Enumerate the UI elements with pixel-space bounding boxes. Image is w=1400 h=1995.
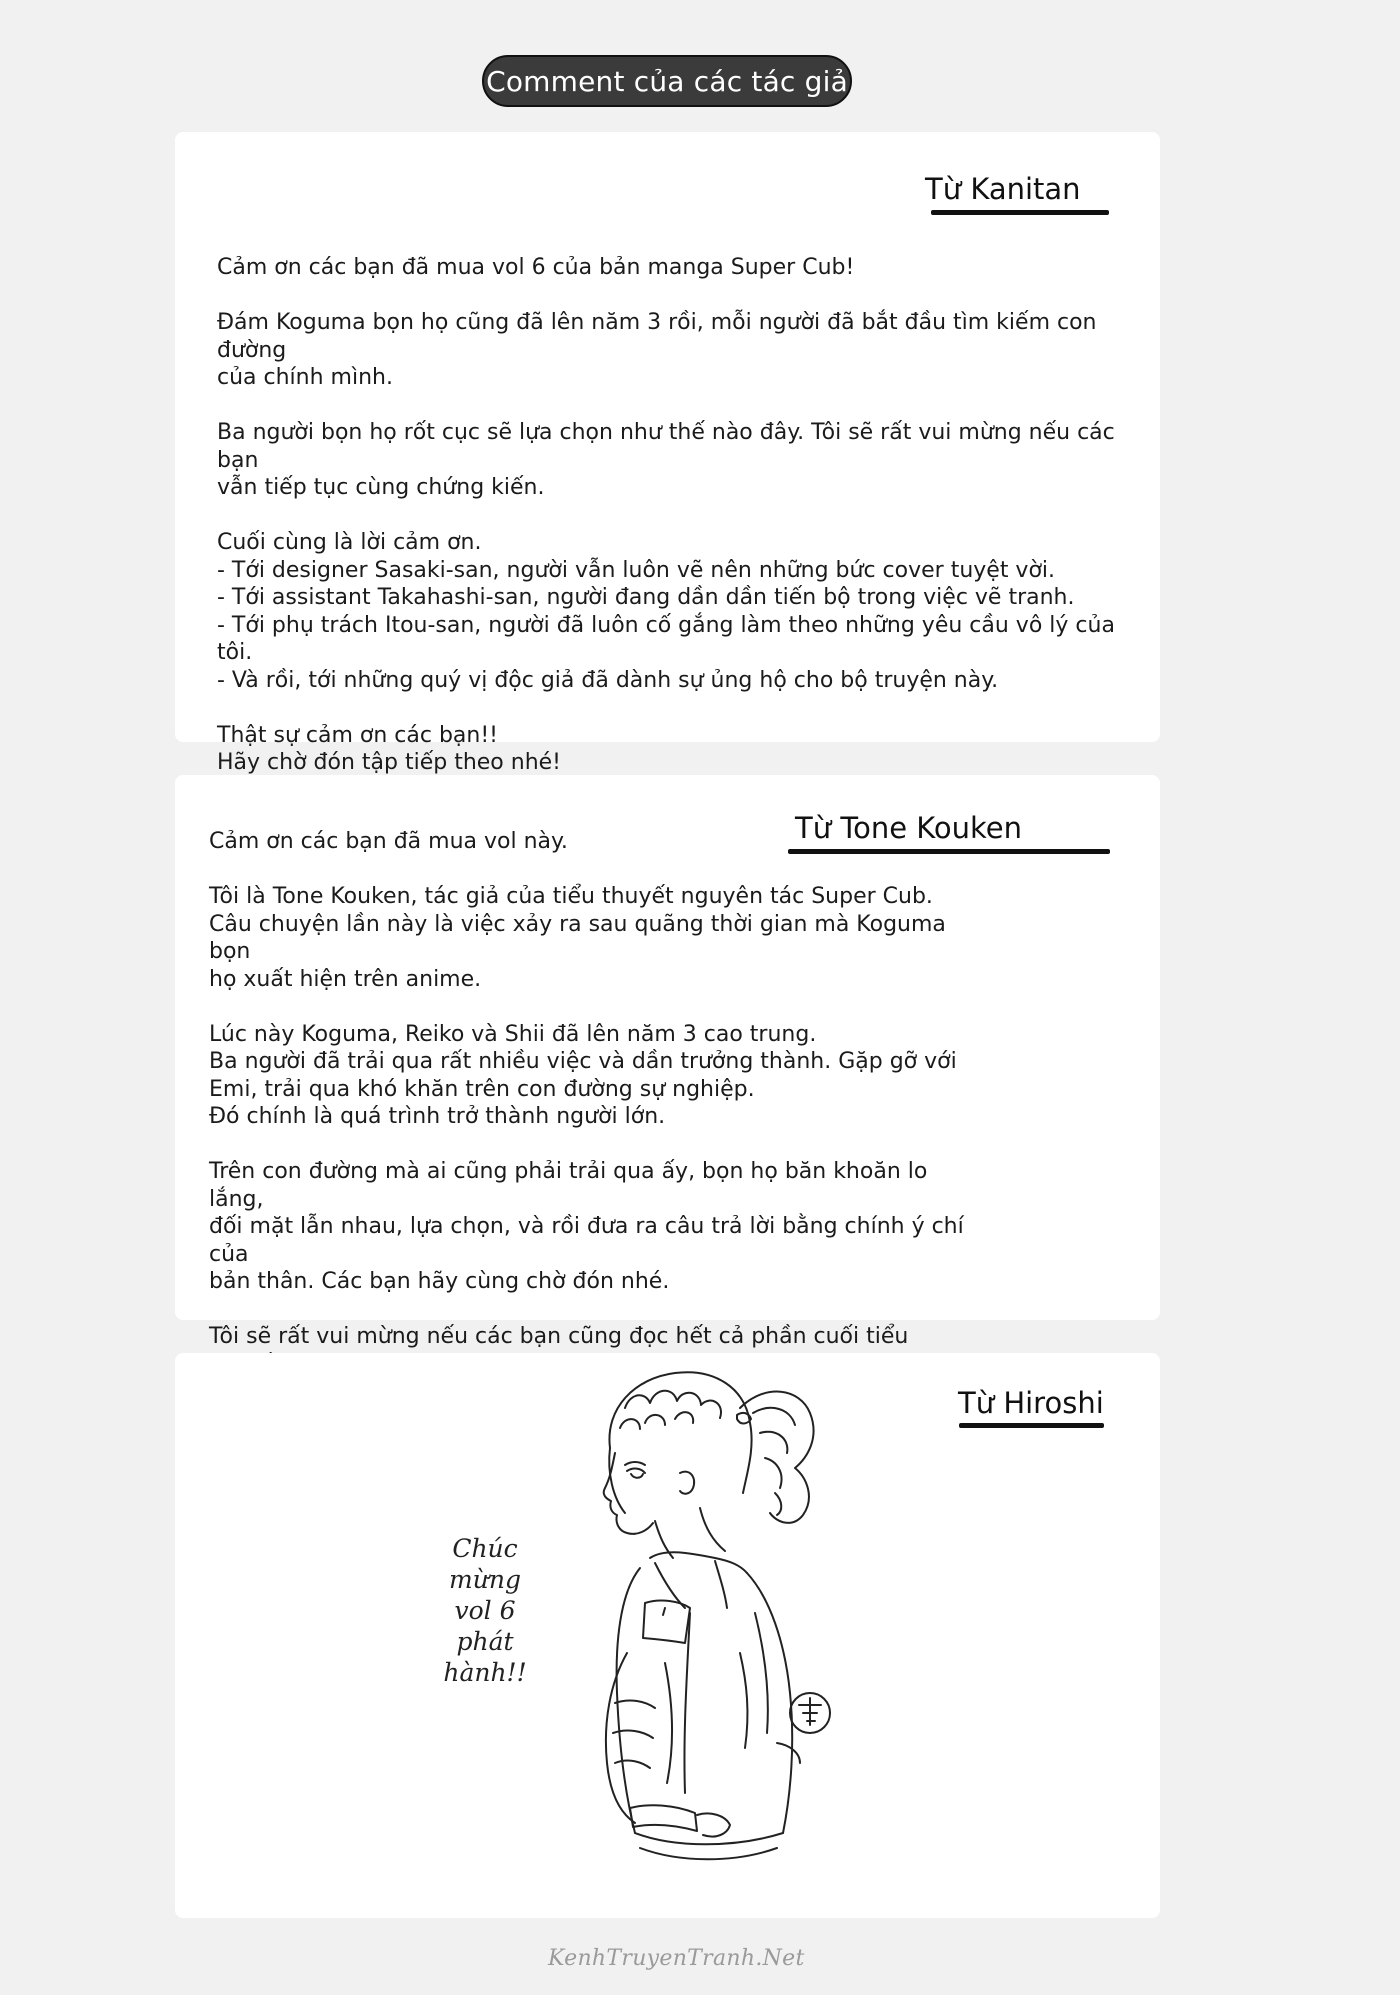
handwritten-note: Chúc mừng vol 6 phát hành!! (443, 1534, 527, 1687)
author-name: Từ Hiroshi (958, 1386, 1104, 1420)
character-illustration (515, 1353, 915, 1908)
author-underline (959, 1423, 1104, 1428)
author-underline (931, 210, 1109, 215)
author-name: Từ Kanitan (925, 172, 1081, 206)
comment-text: Cảm ơn các bạn đã mua vol này. Tôi là Tone Kouken, tác giả của tiểu thuyết nguyên tác Super Cub. Câu chuyện lần này là việc xảy ra sau quãng thời gian mà Koguma bọn họ xuất hiện trên anime. Lúc này Koguma, Reiko và Shii đã lên năm 3 cao trung. Ba người đã trải qua rất nhiều việc và dần trưởng thành. Gặp gỡ với Emi, trải qua khó khăn trên con đường sự nghiệp. Đó chính là quá trình trở thành người lớn. Trên con đường mà ai cũng phải trải qua ấy, bọn họ băn khoăn lo lắng, đối mặt lẫn nhau, lựa chọn, và rồi đưa ra câu trả lời bằng chính ý chí của bản thân. Các bạn hãy cùng chờ đón nhé. Tôi sẽ rất vui mừng nếu các bạn cũng đọc hết cả phần cuối tiểu (209, 829, 964, 1349)
comment-card-kanitan (175, 132, 1160, 775)
site-watermark: KenhTruyenTranh.Net (548, 1946, 805, 1971)
comment-text: Cảm ơn các bạn đã mua vol 6 của bản manga Super Cub! Đám Koguma bọn họ cũng đã lên năm 3 rồi, mỗi người đã bắt đầu tìm kiếm con đường của chính mình. Ba người bọn họ rốt cục sẽ lựa chọn như thế nào đây. Tôi sẽ rất vui mừng nếu các bạn vẫn tiếp tục cùng chứng kiến. Cuối cùng là lời cảm ơn. - Tới designer Sasaki-san, người vẫn luôn vẽ nên những bức cover tuyệt vời. - Tới assistant Takahashi-san, người đang dần dần tiến bộ trong việc vẽ tranh. - Tới phụ trách Itou-san, người đã luôn cố gắng làm theo những yêu cầu vô lý của tôi. - Và rồi, tới những quý vị độc giả đã dành sự ủng hộ cho bộ truyện này. Thật sự cảm ơn các bạn!! Hãy chờ đón tập tiếp theo nhé! (217, 255, 1115, 775)
page-title: Comment của các tác giả (482, 55, 852, 107)
comment-card-tone-kouken (175, 775, 1160, 1349)
comment-card-hiroshi (175, 1353, 1160, 1918)
author-name: Từ Tone Kouken (795, 811, 1022, 845)
